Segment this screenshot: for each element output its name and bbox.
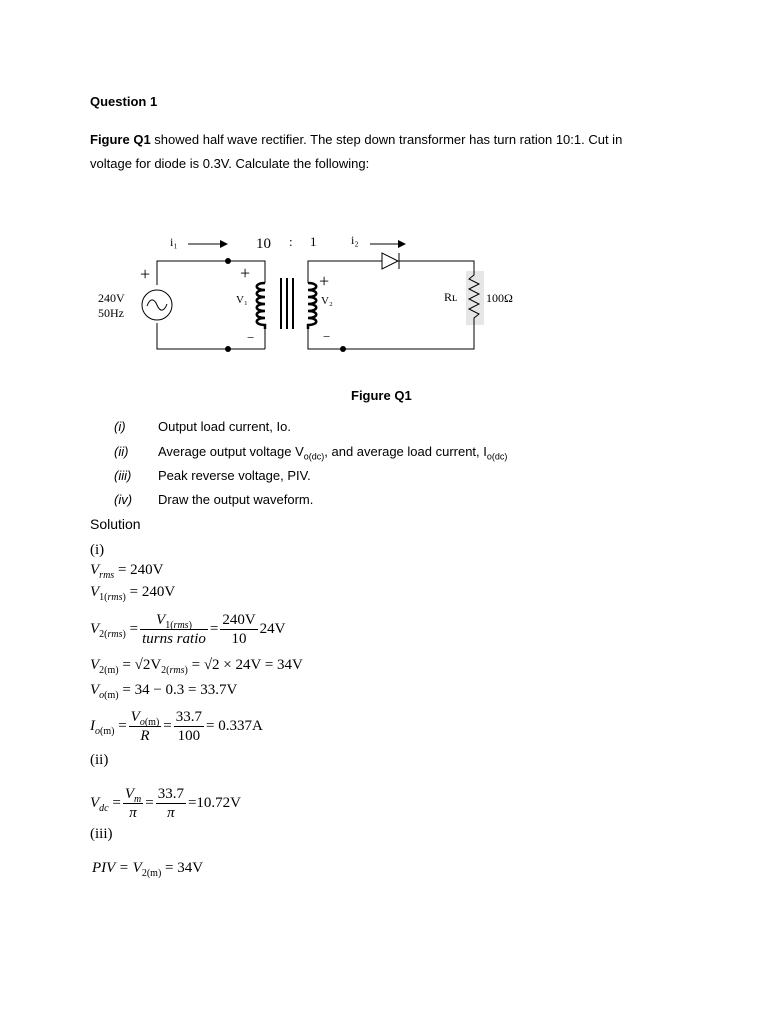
question-intro-line2: voltage for diode is 0.3V. Calculate the following: bbox=[90, 156, 370, 171]
v1-label: V₁ bbox=[236, 294, 248, 306]
frac-numerator: 33.7 bbox=[175, 709, 203, 725]
eq-value: =10.72V bbox=[187, 794, 242, 811]
source-plus: + bbox=[140, 264, 151, 284]
eq-v1rms: $V_{1(rms)} = 240V$ bbox=[90, 584, 176, 603]
item-text bbox=[158, 444, 507, 462]
ratio-colon: : bbox=[289, 234, 293, 249]
rl-label: Rʟ bbox=[444, 290, 458, 304]
frac-numerator: 240V bbox=[222, 612, 256, 628]
eq-value: = 240V bbox=[129, 584, 176, 600]
ratio-right: 1 bbox=[310, 234, 317, 249]
eq-value: = 34 − 0.3 = 33.7V bbox=[122, 682, 238, 698]
figure-ref: Figure Q1 bbox=[90, 132, 151, 147]
item-subscript: o(dc) bbox=[303, 451, 325, 462]
frac-denominator: 10 bbox=[231, 631, 247, 647]
eq-v2rms: $V_{2(rms)}$ = $\frac{V_{1(rms)}}{\text{turns ratio}}$ = $\frac{240V}{10}$ 24V bbox=[90, 612, 286, 647]
eq-value: = √2 × 24V = 34V bbox=[191, 657, 303, 673]
intro-text-1: showed half wave rectifier. The step down transformer has turn ration 10:1. Cut in bbox=[150, 132, 623, 147]
ratio-left: 10 bbox=[256, 236, 271, 252]
v2-minus: − bbox=[323, 329, 331, 344]
item-number: (iii) bbox=[114, 468, 132, 483]
circuit-diagram bbox=[90, 225, 513, 360]
i1-arrowhead bbox=[220, 240, 228, 248]
figure-caption: Figure Q1 bbox=[351, 388, 412, 403]
eq-piv: PIV = $V_{2(m)} = 34V$ bbox=[92, 860, 204, 879]
item-number: (i) bbox=[114, 419, 126, 434]
frac-denominator: 100 bbox=[177, 728, 201, 744]
load-top-wire bbox=[399, 261, 474, 271]
frac-numerator: 33.7 bbox=[157, 786, 184, 802]
item-text: Peak reverse voltage, PIV. bbox=[158, 468, 311, 483]
v1-plus: + bbox=[240, 263, 251, 283]
primary-bottom-node bbox=[225, 346, 231, 352]
eq-lhs: PIV = V bbox=[92, 860, 142, 876]
part-iii-label: (iii) bbox=[90, 826, 113, 842]
v2-label: V₂ bbox=[321, 295, 333, 307]
frac-numerator: V bbox=[156, 612, 166, 628]
question-heading: Question 1 bbox=[90, 94, 158, 109]
item-text: Output load current, Io. bbox=[158, 419, 291, 434]
solution-label: Solution bbox=[90, 516, 141, 532]
secondary-bottom-node bbox=[340, 346, 346, 352]
source-voltage: 240V bbox=[98, 291, 125, 305]
secondary-coil-icon bbox=[308, 283, 316, 329]
question-intro-line1 bbox=[90, 127, 622, 153]
part-i-label: (i) bbox=[90, 542, 105, 558]
resistance-value: 100Ω bbox=[486, 291, 513, 305]
frac-denominator: turns ratio bbox=[142, 631, 206, 647]
eq-value: = 240V bbox=[117, 562, 164, 578]
v1-minus: − bbox=[247, 330, 255, 345]
eq-value: 24V bbox=[259, 620, 286, 637]
secondary-bottom-wire bbox=[308, 325, 474, 349]
part-ii-label: (ii) bbox=[90, 752, 109, 768]
eq-vdc: $V_{dc}$ = $\frac{V_m}{\pi}$ = $\frac{33.7}{\pi}$ =10.72V bbox=[90, 786, 242, 821]
i2-arrowhead bbox=[398, 240, 406, 248]
item-text: Draw the output waveform. bbox=[158, 492, 314, 507]
diode-icon bbox=[382, 253, 398, 269]
eq-vom: $V_{o(m)} = 34 - 0.3 = 33.7V$ bbox=[90, 682, 238, 701]
primary-top-wire bbox=[157, 261, 228, 285]
eq-iom: $I_{o(m)}$ = $\frac{V_{o(m)}}{R}$ = $\frac{33.7}{100}$ = 0.337A bbox=[90, 709, 263, 744]
item-text-part: Average output voltage V bbox=[158, 444, 304, 459]
item-text-part: , and average load current, I bbox=[324, 444, 487, 459]
i2-label: i₂ bbox=[351, 233, 359, 247]
eq-v2m: $V_{2(m)} = √2V_{2(rms)} = √2 \times 24V = 34V$ bbox=[90, 657, 303, 676]
item-subscript: o(dc) bbox=[486, 451, 508, 462]
eq-value: = 0.337A bbox=[206, 717, 263, 734]
item-number: (ii) bbox=[114, 444, 129, 459]
eq-value: = 34V bbox=[165, 860, 204, 876]
v2-plus: + bbox=[319, 271, 330, 291]
eq-value: = √2V bbox=[122, 657, 162, 673]
primary-coil-icon bbox=[257, 283, 265, 329]
source-frequency: 50Hz bbox=[98, 306, 124, 320]
item-number: (iv) bbox=[114, 492, 133, 507]
eq-vrms: $V_{rms} = 240V$ bbox=[90, 562, 164, 581]
i1-label: i₁ bbox=[170, 235, 178, 249]
